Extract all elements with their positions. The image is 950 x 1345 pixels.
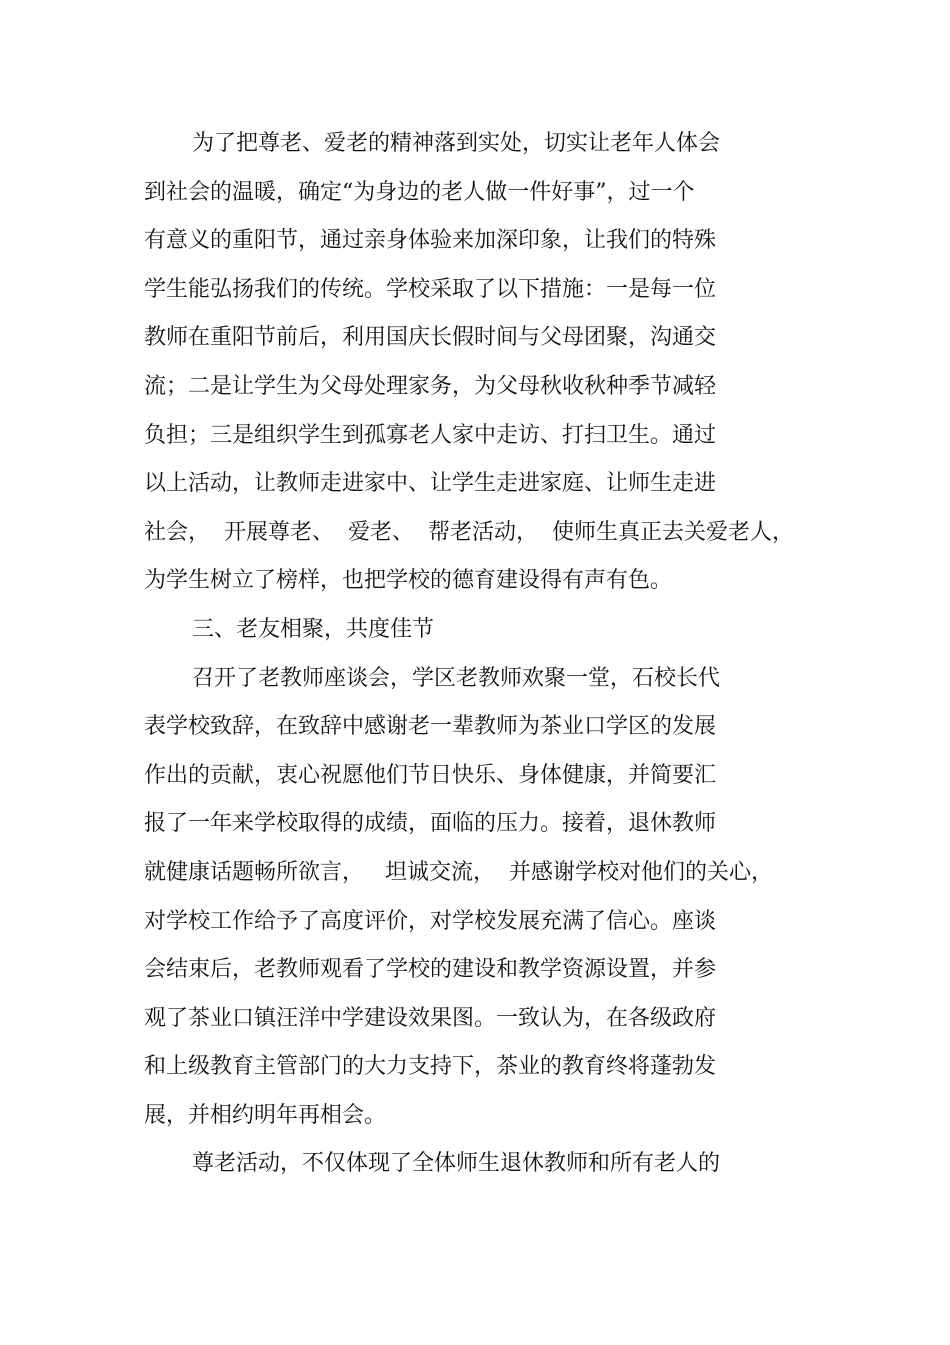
paragraph-line: 观了茶业口镇汪洋中学建设效果图。一致认为，在各级政府 [144, 1005, 717, 1031]
paragraph-line: 和上级教育主管部门的大力支持下，茶业的教育终将蓬勃发 [144, 1054, 717, 1080]
paragraph-line: 表学校致辞，在致辞中感谢老一辈教师为茶业口学区的发展 [144, 714, 717, 740]
paragraph-line: 会结束后，老教师观看了学校的建设和教学资源设置，并参 [144, 957, 717, 983]
paragraph-line: 流；二是让学生为父母处理家务，为父母秋收秋种季节减轻 [144, 373, 717, 399]
paragraph-line: 以上活动，让教师走进家中、让学生走进家庭、让师生走进 [144, 471, 717, 497]
body-text [144, 120, 794, 1189]
paragraph-line: 召开了老教师座谈会，学区老教师欢聚一堂，石校长代 [192, 665, 721, 691]
paragraph-line: 负担；三是组织学生到孤寡老人家中走访、打扫卫生。通过 [144, 422, 717, 448]
paragraph-line: 有意义的重阳节，通过亲身体验来加深印象，让我们的特殊 [144, 228, 717, 254]
paragraph-line: 展，并相约明年再相会。 [144, 1102, 387, 1128]
section-heading: 三、老友相聚，共度佳节 [192, 616, 435, 642]
paragraph-line: 就健康话题畅所欲言， 坦诚交流， 并感谢学校对他们的关心， [144, 859, 773, 885]
paragraph-line: 报了一年来学校取得的成绩，面临的压力。接着，退休教师 [144, 811, 717, 837]
paragraph-line: 学生能弘扬我们的传统。学校采取了以下措施：一是每一位 [144, 276, 717, 302]
paragraph-line: 社会， 开展尊老、 爱老、 帮老活动， 使师生真正去关爱老人， [144, 519, 794, 545]
paragraph-line: 作出的贡献，衷心祝愿他们节日快乐、身体健康，并简要汇 [144, 762, 717, 788]
paragraph-line: 为学生树立了榜样，也把学校的德育建设得有声有色。 [144, 568, 673, 594]
paragraph-line: 为了把尊老、爱老的精神落到实处，切实让老年人体会 [192, 131, 721, 156]
paragraph-line: 尊老活动，不仅体现了全体师生退休教师和所有老人的 [192, 1151, 721, 1177]
paragraph-line: 到社会的温暖，确定“为身边的老人做一件好事”，过一个 [144, 179, 695, 205]
paragraph-line: 对学校工作给予了高度评价，对学校发展充满了信心。座谈 [144, 908, 717, 934]
paragraph-line: 教师在重阳节前后，利用国庆长假时间与父母团聚，沟通交 [144, 325, 717, 351]
